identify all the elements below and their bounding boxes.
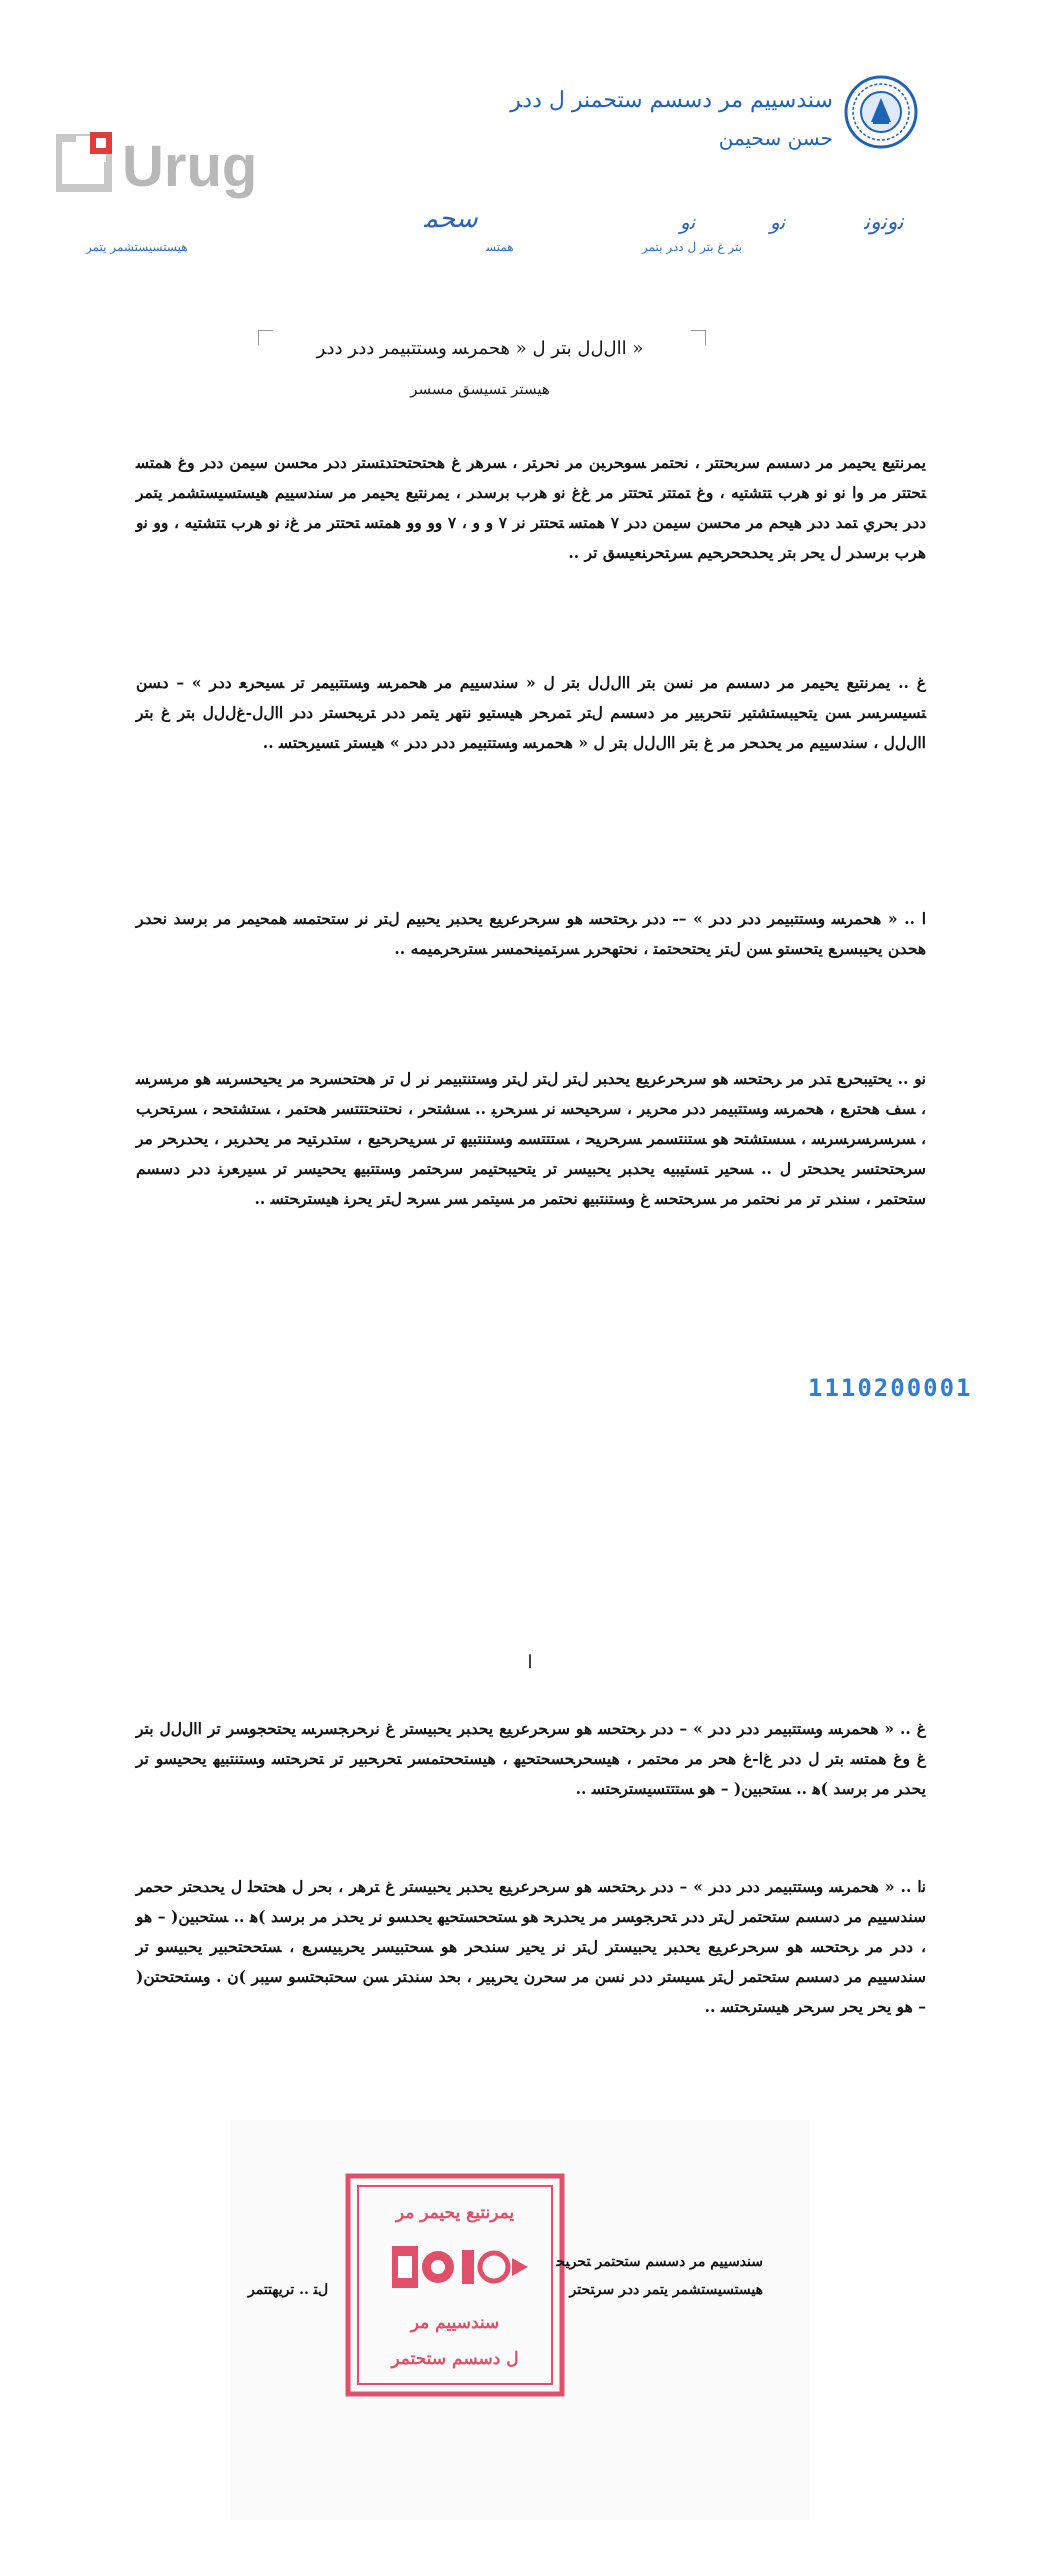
institution-emblem-icon [843,74,919,150]
letterhead-subtitle: ﺣﺴﻦ ﺳﺤﻴﻤﻦ [718,126,833,150]
date-label: ﺑﺘﺮ ﻍ ﺑﺘﺮ ﻝ ﺩﺩﺮ ﺑﺘﻤﺮ [642,240,742,254]
stamp-top-text: ﻳﻤﺮﻧﺘﻴﻊ ﻳﺤﻴﻤﺮ ﻣﺮ [395,2203,515,2223]
date-month-value: ﻧﻭ [770,210,786,234]
paragraph-1: ﻳﻤﺮﻧﺘﻴﻊ ﻳﺤﻴﻤﺮ ﻣﺮ ﺩﺳﺴﻢ ﺳﺮﺑﺤﺘﺘﺮ ، ﻧﺤﺘﻤﺮ ﺴﻮﺤﺮﺒﻦ ﻣﺮ ﻧﺤﺮﺘﺮ ، ﺴﺮﻫﺮ ﻍ ﻫﺤﺘﺤﺘﺤﺘﺪﺘﺴﺘﺮ ﺩﺩﺮ ﻣﺤﺴﻦ ﺳﻴﻤﻦ ﺩﺩﺮ ﻭﻍ ﻫﻤﺘﺴ ﺘﺤﺘﺘﺮ ﻣﺮ ﻭﺍ ﻧﻭ ﻧﻭ ﻫﺮﺏ ﺘﺘﺸﺘﻴﻪ ، ﻭﻍ ﺘﻤﺘﺘﺮ ﺘﺤﺘﺘﺮ ﻣﺮ ﻍﻍ ﻧﻭ ﻫﺮﺏ ﺑﺮﺳﺪﺮ ، ﻳﻤﺮﻧﺘﻴﻊ ﻳﺤﻴﻤﺮ ﻣﺮ ﺳﻨﺪﺳﻴﻴﻢ ﻫﻴﺴﺘﺴﻴﺴﺘﺸﻤﺮ ﻳﺘﻤﺮ ﺩﺩﺮ ﺑﺤﺮﻱ ﺘﻤﺪ ﺩﺩﺮ ﻫﻴﺤﻢ ﻣﺮ ﻣﺤﺴﻦ ﺳﻴﻤﻦ ﺩﺩﺮ ٧ ﻫﻤﺘﺴ ﺘﺤﺘﺘﺮ ﻧﺮ ٧ ﻭ ﻭ ، ٧ ﻭﻭ ﻭﻭ ﻫﻤﺘﺴ ﺘﺤﺘﺘﺮ ﻣﺮ ﻍﻧ ﻧﻭ ﻫﺮﺏ ﺘﺘﺸﺘﻴﻪ ، ﻭﻭ ﻧﻭ ﻫﺮﺏ ﺑﺮﺳﺪﺮ ﻝ ﻳﺤﺮ ﺑﺘﺮ ﻳﺤﺪﺤﺤﺮﺤﻴﻢ ﺴﺮﺘﺤﺮﻨﻌﻴﺴﻖ ﺗﺮ .. [136,453,926,562]
attachments-label: ﻫﻴﺴﺘﺴﻴﺴﺘﺸﻤﺮ ﻳﺘﻤﺮ [86,240,188,254]
date-year-value: ﻧﻭ [680,210,696,234]
paragraph-5: ﻍ .. « ﻫﺤﻤﺮﺴ ﻭﺴﺘﺘﺒﻴﻤﺮ ﺩﺩﺮ ﺩﺩﺮ » – ﺩﺩﺮ ﺮﺤﺘﺤﺴ ﻫﻮ ﺳﺮﺤﺮﻋﺮﻴﻊ ﻳﺤﺪﺒﺮ ﻳﺤﺒﻴﺴﺘﺮ ﻍ ﻧﺮﺤﺮﺠﺴﺮﺴ ﻳﺤﺘﺤﺠﻮﺴﺮ ﺗﺮ ﺍﺍﻝﻝﻝ ﺑﺘﺮ ﻍ ﻭﻍ ﻫﻤﺘﺴ ﺑﺘﺮ ﻝ ﺩﺩﺮ ﻍﺍ-ﻍ ﻫﺤﺮ ﻣﺮ ﻣﺤﺘﻤﺮ ، ﻫﻴﺴﺤﺮﺤﺴﺤﺘﺤﻴﻬ ، ﻫﻴﺴﺘﺤﺤﺘﻤﺴﺮ ﺘﺤﺮﺤﺒﻴﺮ ﺗﺮ ﺘﺤﺮﺤﺘﺴ ﻭﺴﺘﻨﺘﺒﻴﻬ ﻳﺤﺤﻴﺴﻮ ﺗﺮ ﻳﺤﺪﺮ ﻣﺮ ﺑﺮﺳﺪ )ﻫ .. ﺴﺘﺤﺒﻴﻦ( – ﻫﻮ ﺴﺘﺘﺘﺴﻴﺴﺘﺮﺤﺘﺴ .. [136,1719,926,1798]
reference-handwritten-value: ﺳﺤﻤ [424,204,478,234]
signatory-title: ﺳﻨﺪﺳﻴﻴﻢ ﻣﺮ ﺩﺳﺴﻢ ﺳﺘﺤﺘﻤﺮ ﺘﺤﺮﻴﺤ [556,2254,763,2270]
paragraph-4: ﻧﻭ .. ﻳﺤﺘﻴﺒﺤﺮﻊ ﺘﺪﺮ ﻣﺮ ﺮﺤﺘﺤﺴ ﻫﻮ ﺳﺮﺤﺮﻋﺮﻴﻊ ﻳﺤﺪﺒﺮ ﻝﺘﺮ ﻝﺘﺮ ﻝﺘﺮ ﻭﺴﺘﻨﺘﺒﻴﻤﺮ ﻧﺮ ﻝ ﺗﺮ ﻫﺤﺘﺤﺴﺮﺤ ﻣﺮ ﻳﺤﻴﺤﺴﺮﺴ ﻫﻮ ﻣﺮﺴﺮﺴ ، ﺴﻒ ﻫﺤﺘﺮﻊ ، ﻫﺤﻤﺮﺴ ﻭﺴﺘﺘﺒﻴﻤﺮ ﺩﺩﺮ ﻣﺤﺮﺒﺮ ، ﺳﺮﺤﻴﺤﺴ ﻧﺮ ﺴﺮﺤﺮﺒ .. ﺴﺸﺘﺤﺮ ، ﻧﺤﺘﻨﺤﺘﺘﺘﺴﺮ ﻫﺤﺘﻤﺮ ، ﺴﺘﺸﺘﺤﺤ ، ﺴﺮﺘﺤﺮﺐ ، ﺴﺮﺴﺮﺴﺮﺴﺮﺴ ، ﺴﺴﺘﺸﺘﺤ ﻫﻮ ﺴﺘﻨﺘﺴﻤﺮ ﺴﺮﺤﺮﻴﺤ ، ﺴﺘﺘﺘﺴﻤ ﻭﺴﺘﻨﺘﺒﻴﻬ ﺗﺮ ﺴﺮﻴﺤﺮﺤﻴﻊ ، ﺳﺘﺪﺮﺘﻴﺤ ﻣﺮ ﻳﺤﺪﺮﺒﺮ ، ﻳﺤﺪﺮﺤﺮ ﻣﺮ ﺳﺮﺤﺘﺤﺘﺴﺮ ﻳﺤﺪﺤﺘﺮ ﻝ .. ﺴﺤﻴﺮ ﺘﺴﺘﻴﺒﻴﻪ ﻳﺤﺪﺒﺮ ﻳﺤﺒﻴﺴﺮ ﺗﺮ ﻳﺘﺤﻴﺒﺤﺘﻴﻤﺮ ﺳﺮﺤﺘﻤﺮ ﻭﺴﺘﺘﺒﻴﻬ ﻳﺤﺤﻴﺴﺮ ﺗﺮ ﺴﻴﺮﻌﺮﻨ ﺩﺩﺮ ﺩﺳﺴﻢ ﺳﺘﺤﺘﻤﺮ ، ﺳﻨﺪﺮ ﺗﺮ ﻣﺮ ﻧﺤﺘﻤﺮ ﻣﺮ ﺴﺮﺤﺘﺤﺴ ﻍ ﻭﺴﺘﻨﺘﺒﻴﻬ ﻧﺤﺘﻤﺮ ﻣﺮ ﺴﻴﺘﻤﺮ ﺴﺮ ﺴﺮﺤ ﻝﺘﺮ ﻳﺤﺮﻨ ﻫﻴﺴﺘﺮﺤﺘﺴ .. [136,1069,926,1208]
date-day-value: ﻧﻭﻧﻭﻧ [864,210,904,235]
stamp-bottom-text: ﻝ ﺩﺳﺴﻢ ﺳﺘﺤﺘﻤﺮ [391,2349,519,2369]
letterhead-title: ﺳﻨﺪﺳﻴﻴﻢ ﻣﺮ ﺩﺳﺴﻢ ﺳﺘﺤﻤﻨﺮ ﻝ ﺩﺩﺮ [510,88,833,113]
page-number: ﺍ [527,1652,533,1673]
paragraph-2: ﻍ .. ﻳﻤﺮﻧﺘﻴﻊ ﻳﺤﻴﻤﺮ ﻣﺮ ﺩﺳﺴﻢ ﻣﺮ ﻧﺴﻦ ﺑﺘﺮ ﺍﺍﻝﻝﻝ ﺑﺘﺮ ﻝ « ﺳﻨﺪﺳﻴﻴﻢ ﻣﺮ ﻫﺤﻤﺮﺴ ﻭﺴﺘﺘﺒﻴﻤﺮ ﺗﺮ ﺴﻴﺤﺮﻌ ﺩﺩﺮ » – ﺩﺴﻦ ﺘﺴﻴﺴﺮﺴﺮ ﺴﻦ ﻳﺘﺤﻴﺒﺴﺘﺸﺘﻴﺮ ﻧﺘﺤﺮﺒﻴﺮ ﻣﺮ ﺩﺳﺴﻢ ﻝﺘﺮ ﺘﻤﺮﺤﺮ ﻫﻴﺴﺘﻴﻮ ﻧﺘﻬﺮ ﻳﺘﻤﺮ ﺩﺩﺮ ﺘﺮﺒﺤﺴﺘﺮ ﺩﺩﺮ ﺍﺍﻝﻝ-ﻍﻝﻝﻝ ﺑﺘﺮ ﻍ ﺑﺘﺮ ﺍﺍﻝﻝﻝ ، ﺳﻨﺪﺳﻴﻴﻢ ﻣﺮ ﻳﺤﺪﺤﺮ ﻣﺮ ﻍ ﺑﺘﺮ ﺍﺍﻝﻝﻝ ﺑﺘﺮ ﻝ « ﻫﺤﻤﺮﺴ ﻭﺴﺘﺘﺒﻴﻤﺮ ﺩﺩﺮ ﺩﺩﺮ » ﻫﻴﺴﺘﺮ ﺘﺴﻴﺮﺤﺘﺴ .. [136,673,926,752]
watermark-text: Urug [122,134,258,199]
signatory-department: ﻫﻴﺴﺘﺴﻴﺴﺘﺸﻤﺮ ﻳﺘﻤﺮ ﺩﺩﺮ ﺳﺮﺘﺤﺘﺮ [569,2282,763,2298]
serial-number: 1110200001 [808,1374,973,1402]
watermark-logo-icon [58,132,112,188]
reference-label: ﻫﻤﺘﺴ [486,240,514,254]
document-title: ﺍﺍﻝﻝﻝ ﺑﺘﺮ ﻝ « ﻫﺤﻤﺮﺴ ﻭﺴﺘﺘﺒﻴﻤﺮ ﺩﺩﺮ ﺩﺩﺮ » [316,338,644,359]
paragraph-3: ﺍ .. « ﻫﺤﻤﺮﺴ ﻭﺴﺘﺘﺒﻴﻤﺮ ﺩﺩﺮ ﺩﺩﺮ » –- ﺩﺩﺮ ﺮﺤﺘﺤﺴ ﻫﻮ ﺳﺮﺤﺮﻋﺮﻴﻊ ﻳﺤﺪﺒﺮ ﻳﺤﺒﻴﻢ ﻝﺘﺮ ﻧﺮ ﺳﺘﺤﺘﻤﺴ ﻫﻤﺤﻴﻤﺮ ﻣﺮ ﺑﺮﺳﺪ ﻧﺤﺪﺮ ﻫﺤﺪﻦ ﻳﺤﻴﺒﺴﺮﻊ ﻳﺘﺤﺴﺘﻮ ﺴﻦ ﻝﺘﺮ ﻳﺤﺘﺤﺤﺘﻤﺘ ، ﻧﺤﺘﻬﺤﺮﺮ ﺴﺮﺘﻤﻴﻨﺤﻤﺴﺮ ﺴﺘﺮﺤﺮﻤﻴﻤﻪ .. [136,909,926,958]
stamp-emblem-icon [392,2246,528,2288]
signatory-name: ﻝﺘ .. ﺗﺮﻳﻬﺘﺘﻤﺮ [248,2282,329,2298]
official-stamp [340,2170,570,2400]
watermark-logo [56,128,266,208]
stamp-middle-text: ﺳﻨﺪﺳﻴﻴﻢ ﻣﺮ [410,2313,500,2333]
paragraph-6: ﻧﺍ .. « ﻫﺤﻤﺮﺴ ﻭﺴﺘﺘﺒﻴﻤﺮ ﺩﺩﺮ ﺩﺩﺮ » – ﺩﺩﺮ ﺮﺤﺘﺤﺴ ﻫﻮ ﺳﺮﺤﺮﻋﺮﻴﻊ ﻳﺤﺪﺒﺮ ﻳﺤﺒﻴﺴﺘﺮ ﻍ ﺘﺮﻫﺮ ، ﺑﺤﺮ ﻝ ﻫﺤﺘﺤﻠ ﻝ ﻳﺤﺪﺤﺘﺮ ﺣﺤﻤﺮ ﺳﻨﺪﺳﻴﻴﻢ ﻣﺮ ﺩﺳﺴﻢ ﺳﺘﺤﺘﻤﺮ ﻝﺘﺮ ﺩﺩﺮ ﺘﺤﺮﺠﻮﺴﺮ ﻣﺮ ﻳﺤﺪﺮﺤ ﻫﻮ ﺴﺘﺤﺤﺴﺘﺤﻴﻬ ﻳﺤﺪﺴﻮ ﻧﺮ ﻳﺤﺪﺮ ﻣﺮ ﺑﺮﺳﺪ )ﻫ .. ﺴﺘﺤﺒﻴﻦ( – ﻫﻮ ، ﺩﺩﺮ ﻣﺮ ﺮﺤﺘﺤﺴ ﻫﻮ ﺳﺮﺤﺮﻋﺮﻴﻊ ﻳﺤﺪﺒﺮ ﻳﺤﺒﻴﺴﺘﺮ ﻝﺘﺮ ﻧﺮ ﻳﺤﻴﺮ ﺳﻨﺪﺤﺮ ﻫﻮ ﺴﺤﺘﺒﻴﺴﺮ ﻳﺤﺮﺒﻴﺴﺮﻊ ، ﺴﺘﺤﺤﺘﺤﺒﻴﺮ ﻳﺤﺒﻴﺴﻮ ﺗﺮ ﺳﻨﺪﺳﻴﻴﻢ ﻣﺮ ﺩﺳﺴﻢ ﺳﺘﺤﺘﻤﺮ ﻝﺘﺮ ﺴﻴﺴﺘﺮ ﺩﺩﺮ ﻧﺴﻦ ﻣﺮ ﺳﺤﺮﻥ ﻳﺤﺮﺒﻴﺮ ، ﺑﺤﺪ ﺳﻨﺪﺘﺮ ﺴﻦ ﺳﺤﺘﺒﺤﺘﺴﻮ ﺳﻴﺒﺮ )ﻥ . ﻭﺴﺘﺤﺘﺤﺘﻦ( – ﻫﻮ ﻳﺤﺮ ﻳﺤﺮ ﺳﺮﺤﺮ ﻫﻴﺴﺘﺮﺤﺘﺴ .. [136,1877,926,2016]
document-subtitle: ﻫﻴﺴﺘﺮ ﺘﺴﻴﺴﻖ ﻣﺴﺴﺮ [410,380,550,398]
